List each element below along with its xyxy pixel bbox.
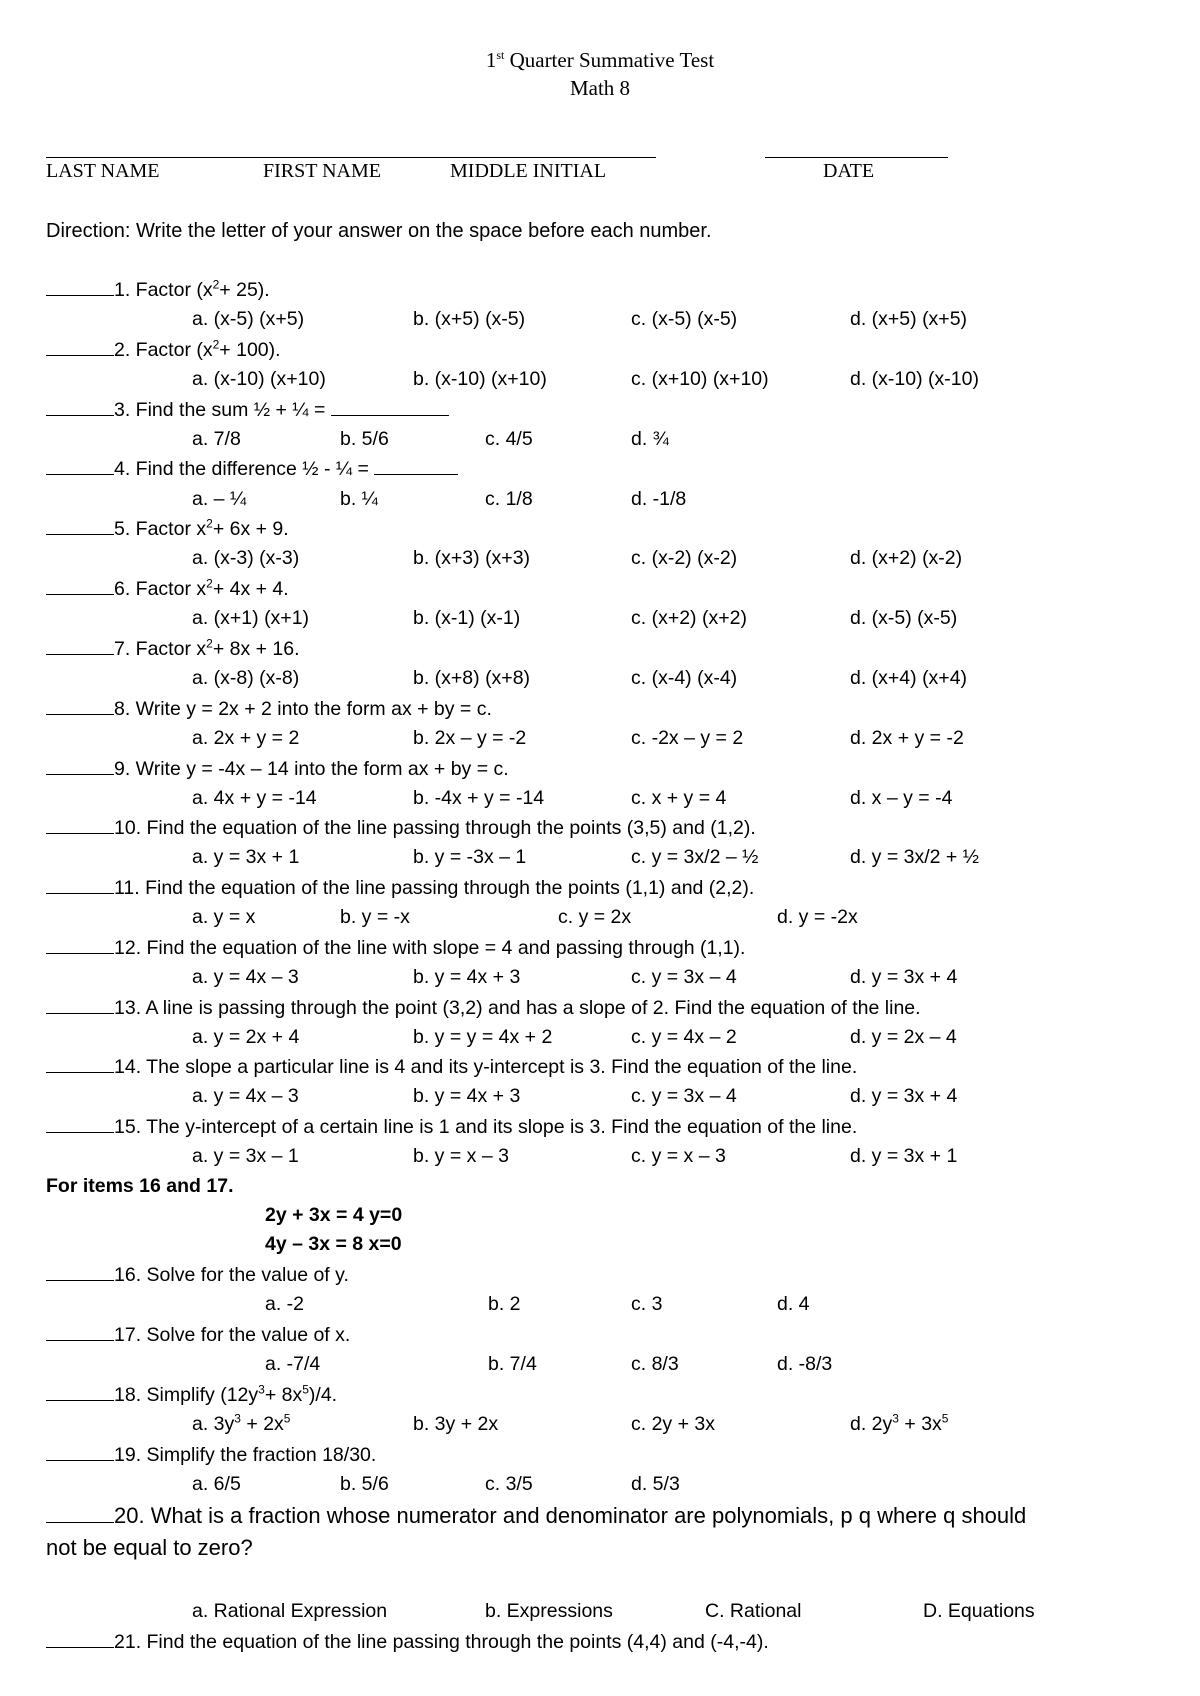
option-d: d. 2x + y = -2 xyxy=(850,727,964,749)
option-a: a. (x-8) (x-8) xyxy=(192,667,300,689)
option-c: c. 2y + 3x xyxy=(631,1413,715,1435)
option-d: d. 4 xyxy=(777,1293,810,1315)
option-c: c. x + y = 4 xyxy=(631,787,727,809)
option-d: d. (x+4) (x+4) xyxy=(850,667,968,689)
option-b: b. y = -3x – 1 xyxy=(413,846,527,868)
option-c: c. 4/5 xyxy=(485,428,533,450)
option-c: c. 3 xyxy=(631,1293,663,1315)
option-b: b. y = x – 3 xyxy=(413,1145,509,1167)
answer-blank[interactable] xyxy=(46,876,114,894)
option-a: a. y = 4x – 3 xyxy=(192,966,299,988)
option-a: a. y = 3x + 1 xyxy=(192,846,300,868)
answer-blank[interactable] xyxy=(46,936,114,954)
answer-blank[interactable] xyxy=(46,1630,114,1648)
option-c: c. (x-2) (x-2) xyxy=(631,547,738,569)
option-b: b. Expressions xyxy=(485,1600,613,1622)
option-a: a. – ¼ xyxy=(192,488,247,510)
option-c: c. y = 3x – 4 xyxy=(631,1085,737,1107)
option-b: b. y = -x xyxy=(340,906,410,928)
option-b: b. (x+8) (x+8) xyxy=(413,667,531,689)
option-b: b. (x-10) (x+10) xyxy=(413,368,547,390)
answer-blank[interactable] xyxy=(46,1055,114,1073)
question-2: 2. Factor $(x^2+ 100)$. xyxy=(46,338,281,362)
first-name-label: FIRST NAME xyxy=(263,160,381,182)
option-c: c. 1/8 xyxy=(485,488,533,510)
option-c: c. (x-4) (x-4) xyxy=(631,667,738,689)
option-a: a. Rational Expression xyxy=(192,1600,388,1622)
question-8: 8. Write y = 2x + 2 into the form ax + by = c. xyxy=(46,697,492,721)
answer-blank[interactable] xyxy=(46,816,114,834)
question-11: 11. Find the equation of the line passing through the points (1,1) and (2,2). xyxy=(46,876,754,900)
items-16-17-label: For items 16 and 17. xyxy=(46,1175,234,1197)
option-c: c. (x-5) (x-5) xyxy=(631,308,738,330)
answer-blank[interactable] xyxy=(46,577,114,595)
option-a: a. -2 xyxy=(265,1293,305,1315)
option-c: c. 3/5 xyxy=(485,1473,533,1495)
question-14: 14. The slope a particular line is 4 and its y-intercept is 3. Find the equation of the line. xyxy=(46,1055,857,1079)
answer-blank[interactable] xyxy=(46,1383,114,1401)
question-5: 5. Factor $x^2+ 6x + 9$. xyxy=(46,517,289,541)
option-c: c. 8/3 xyxy=(631,1353,679,1375)
option-c: c. y = x – 3 xyxy=(631,1145,726,1167)
sum-blank[interactable] xyxy=(331,398,449,416)
question-10: 10. Find the equation of the line passing through the points (3,5) and (1,2). xyxy=(46,816,756,840)
question-20: 20. What is a fraction whose numerator and denominator are polynomials, p q where q should xyxy=(46,1503,1026,1529)
question-15: 15. The y-intercept of a certain line is 1 and its slope is 3. Find the equation of the line. xyxy=(46,1115,857,1139)
answer-blank[interactable] xyxy=(46,517,114,535)
option-d: d. -8/3 xyxy=(777,1353,833,1375)
answer-blank[interactable] xyxy=(46,398,114,416)
question-13: 13. A line is passing through the point (3,2) and has a slope of 2. Find the equation of the line. xyxy=(46,996,921,1020)
option-c: c. (x+2) (x+2) xyxy=(631,607,747,629)
option-c: c. (x+10) (x+10) xyxy=(631,368,769,390)
option-b: b. 7/4 xyxy=(488,1353,537,1375)
option-b: b. (x+5) (x-5) xyxy=(413,308,526,330)
option-c: c. y = 4x – 2 xyxy=(631,1026,737,1048)
option-a: a. (x+1) (x+1) xyxy=(192,607,310,629)
answer-blank[interactable] xyxy=(46,697,114,715)
option-a: a. 4x + y = -14 xyxy=(192,787,317,809)
option-d: d. -1/8 xyxy=(631,488,687,510)
option-b: b. (x-1) (x-1) xyxy=(413,607,521,629)
question-1: 1. Factor $(x^2+ 25)$. xyxy=(46,278,270,302)
option-d: d. 5/3 xyxy=(631,1473,680,1495)
question-19: 19. Simplify the fraction 18/30. xyxy=(46,1443,376,1467)
question-12: 12. Find the equation of the line with slope = 4 and passing through (1,1). xyxy=(46,936,745,960)
question-3: 3. Find the sum ½ + ¼ = xyxy=(46,398,449,422)
option-b: b. -4x + y = -14 xyxy=(413,787,545,809)
option-c: c. y = 2x xyxy=(558,906,632,928)
difference-blank[interactable] xyxy=(374,457,458,475)
answer-blank[interactable] xyxy=(46,757,114,775)
option-c: c. y = 3x – 4 xyxy=(631,966,737,988)
option-b: b. y = 4x + 3 xyxy=(413,966,521,988)
date-line xyxy=(765,157,948,158)
option-a: a. $3y^3 + 2x^5$ xyxy=(192,1411,291,1435)
option-b: b. y = 4x + 3 xyxy=(413,1085,521,1107)
option-d: d. x – y = -4 xyxy=(850,787,953,809)
option-d: d. y = 3x + 4 xyxy=(850,966,958,988)
option-d: d. $2y^3 + 3x^5$ xyxy=(850,1411,949,1435)
question-17: 17. Solve for the value of x. xyxy=(46,1323,350,1347)
option-c: c. -2x – y = 2 xyxy=(631,727,744,749)
answer-blank[interactable] xyxy=(46,338,114,356)
question-16: 16. Solve for the value of y. xyxy=(46,1263,349,1287)
option-a: a. 2x + y = 2 xyxy=(192,727,300,749)
equation-2: 4y – 3x = 8 x=0 xyxy=(265,1233,402,1255)
answer-blank[interactable] xyxy=(46,1323,114,1341)
question-9: 9. Write y = -4x – 14 into the form ax + by = c. xyxy=(46,757,509,781)
option-a: a. y = x xyxy=(192,906,256,928)
question-6: 6. Factor $x^2+ 4x + 4$. xyxy=(46,577,289,601)
date-label: DATE xyxy=(823,160,875,182)
question-4: 4. Find the difference ½ - ¼ = xyxy=(46,457,458,481)
answer-blank[interactable] xyxy=(46,996,114,1014)
option-b: b. ¼ xyxy=(340,488,378,510)
last-name-label: LAST NAME xyxy=(46,160,160,182)
option-a: a. 7/8 xyxy=(192,428,241,450)
direction-text: Direction: Write the letter of your answer on the space before each number. xyxy=(46,220,712,242)
answer-blank[interactable] xyxy=(46,1263,114,1281)
option-a: a. y = 4x – 3 xyxy=(192,1085,299,1107)
option-b: b. 2 xyxy=(488,1293,521,1315)
option-b: b. 3y + 2x xyxy=(413,1413,499,1435)
page-subtitle: Math 8 xyxy=(569,76,631,100)
option-a: a. (x-10) (x+10) xyxy=(192,368,326,390)
option-d: d. (x-5) (x-5) xyxy=(850,607,958,629)
option-d: d. (x-10) (x-10) xyxy=(850,368,979,390)
option-d: d. y = 2x – 4 xyxy=(850,1026,957,1048)
answer-blank[interactable] xyxy=(46,1505,114,1523)
option-d: d. y = 3x + 4 xyxy=(850,1085,958,1107)
name-line xyxy=(46,157,656,158)
question-7: 7. Factor $x^2+ 8x + 16$. xyxy=(46,637,300,661)
option-a: a. (x-5) (x+5) xyxy=(192,308,305,330)
option-b: b. 2x – y = -2 xyxy=(413,727,527,749)
question-20-continued: not be equal to zero? xyxy=(46,1535,253,1560)
option-b: b. y = y = 4x + 2 xyxy=(413,1026,553,1048)
option-b: b. (x+3) (x+3) xyxy=(413,547,531,569)
answer-blank[interactable] xyxy=(46,1443,114,1461)
option-d: D. Equations xyxy=(923,1600,1035,1622)
option-d: d. ¾ xyxy=(631,428,669,450)
option-d: d. y = -2x xyxy=(777,906,858,928)
answer-blank[interactable] xyxy=(46,1115,114,1133)
equation-1: 2y + 3x = 4 y=0 xyxy=(265,1204,403,1226)
option-a: a. y = 3x – 1 xyxy=(192,1145,299,1167)
answer-blank[interactable] xyxy=(46,637,114,655)
option-a: a. -7/4 xyxy=(265,1353,321,1375)
answer-blank[interactable] xyxy=(46,457,114,475)
question-21: 21. Find the equation of the line passing through the points (4,4) and (-4,-4). xyxy=(46,1630,769,1654)
option-d: d. (x+5) (x+5) xyxy=(850,308,968,330)
option-b: b. 5/6 xyxy=(340,428,389,450)
option-a: a. 6/5 xyxy=(192,1473,241,1495)
option-a: a. (x-3) (x-3) xyxy=(192,547,300,569)
page-title: 1st Quarter Summative Test xyxy=(485,48,715,72)
option-d: d. (x+2) (x-2) xyxy=(850,547,963,569)
middle-initial-label: MIDDLE INITIAL xyxy=(450,160,607,182)
question-18: 18. Simplify $(12y^3+ 8x^5)/4$. xyxy=(46,1383,337,1407)
option-c: c. y = 3x/2 – ½ xyxy=(631,846,759,868)
option-b: b. 5/6 xyxy=(340,1473,389,1495)
option-c: C. Rational xyxy=(705,1600,802,1622)
option-a: a. y = 2x + 4 xyxy=(192,1026,300,1048)
option-d: d. y = 3x + 1 xyxy=(850,1145,958,1167)
answer-blank[interactable] xyxy=(46,278,114,296)
option-d: d. y = 3x/2 + ½ xyxy=(850,846,979,868)
